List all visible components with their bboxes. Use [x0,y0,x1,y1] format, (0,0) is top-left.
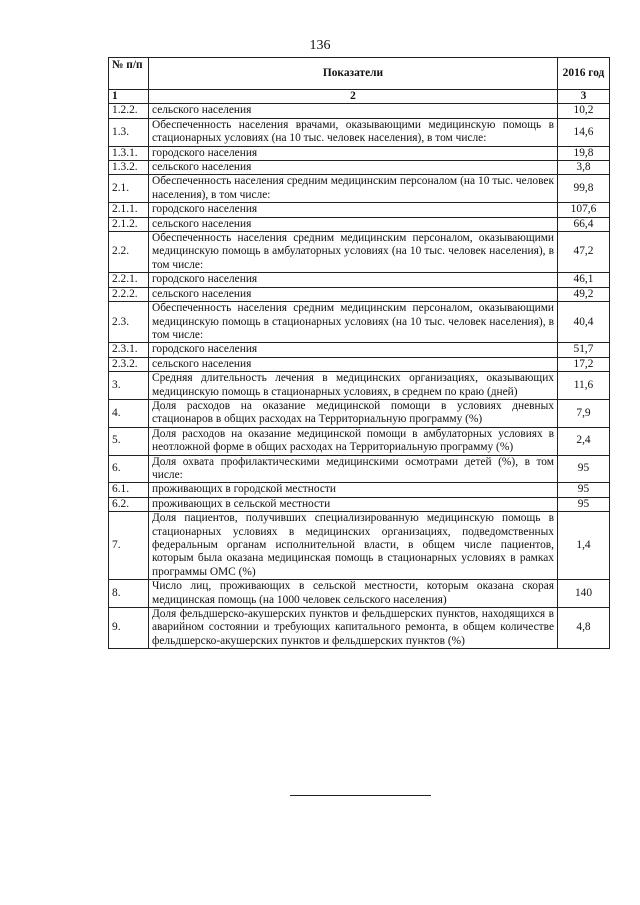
row-indicator: Доля расходов на оказание медицинской помощи в амбулаторных условиях в неотложной форме в общих расходах на Территориальную программу (%) [149,427,558,455]
table-row [109,146,610,160]
row-value: 17,2 [558,357,610,371]
row-indicator: городского населения [149,146,558,160]
row-indicator: Обеспеченность населения средним медицинским персоналом (на 10 тыс. человек населения), в том числе: [149,175,558,203]
table-row [109,580,610,608]
row-indicator: сельского населения [149,217,558,231]
row-number: 1.3.2. [109,161,149,175]
row-number: 6. [109,455,149,483]
table-row [109,455,610,483]
row-number: 2.3.1. [109,343,149,357]
table-row [109,399,610,427]
row-indicator: проживающих в сельской местности [149,497,558,511]
table-header-row [109,58,610,90]
row-indicator: городского населения [149,343,558,357]
row-value: 19,8 [558,146,610,160]
row-indicator: сельского населения [149,104,558,118]
table-row [109,232,610,273]
row-number: 2.1. [109,175,149,203]
column-index-1: 1 [109,90,149,104]
row-number: 2.2.1. [109,273,149,287]
row-indicator: Доля расходов на оказание медицинской помощи в условиях дневных стационаров в общих расходах на Территориальную программу (%) [149,399,558,427]
table-row [109,175,610,203]
page-number: 136 [309,38,331,53]
header-indicators: Показатели [149,58,558,90]
table-row [109,512,610,580]
table-row [109,217,610,231]
table-row [109,203,610,217]
table-row [109,497,610,511]
row-value: 3,8 [558,161,610,175]
row-indicator: Обеспеченность населения средним медицинским персоналом, оказывающими медицинскую помощь в амбулаторных условиях (на 10 тыс. человек населения), в том числе: [149,232,558,273]
row-value: 14,6 [558,118,610,146]
row-indicator: сельского населения [149,357,558,371]
header-number: № п/п [109,58,149,90]
table-row [109,287,610,301]
row-value: 10,2 [558,104,610,118]
row-number: 6.1. [109,483,149,497]
row-indicator: проживающих в городской местности [149,483,558,497]
row-indicator: городского населения [149,203,558,217]
row-number: 2.2. [109,232,149,273]
row-value: 1,4 [558,512,610,580]
table-row [109,357,610,371]
row-indicator: Доля охвата профилактическими медицинскими осмотрами детей (%), в том числе: [149,455,558,483]
row-number: 1.2.2. [109,104,149,118]
column-index-3: 3 [558,90,610,104]
row-value: 66,4 [558,217,610,231]
row-number: 5. [109,427,149,455]
table-row [109,273,610,287]
row-indicator: сельского населения [149,287,558,301]
row-value: 95 [558,483,610,497]
row-indicator: Обеспеченность населения врачами, оказывающими медицинскую помощь в стационарных условиях (на 10 тыс. человек населения), в том числе: [149,118,558,146]
row-value: 47,2 [558,232,610,273]
row-value: 2,4 [558,427,610,455]
table-row [109,427,610,455]
row-number: 2.3. [109,302,149,343]
column-index-2: 2 [149,90,558,104]
row-number: 2.3.2. [109,357,149,371]
row-value: 7,9 [558,399,610,427]
row-indicator: городского населения [149,273,558,287]
footer-divider [290,795,431,796]
row-value: 11,6 [558,372,610,400]
row-number: 1.3. [109,118,149,146]
row-indicator: Обеспеченность населения средним медицинским персоналом, оказывающими медицинскую помощь в стационарных условиях (на 10 тыс. человек населения), в том числе: [149,302,558,343]
row-value: 140 [558,580,610,608]
row-number: 7. [109,512,149,580]
row-number: 6.2. [109,497,149,511]
table-body [109,104,610,649]
row-value: 4,8 [558,608,610,649]
table-row [109,372,610,400]
row-number: 2.2.2. [109,287,149,301]
row-indicator: Доля фельдшерско-акушерских пунктов и фельдшерских пунктов, находящихся в аварийном состоянии и требующих капитального ремонта, в общем количестве фельдшерско-акушерских пунктов и фельдшерских пунктов (%) [149,608,558,649]
row-value: 95 [558,455,610,483]
row-number: 8. [109,580,149,608]
row-indicator: Средняя длительность лечения в медицинских организациях, оказывающих медицинскую помощь в стационарных условиях, в среднем по краю (дней) [149,372,558,400]
column-index-row [109,90,610,104]
row-number: 4. [109,399,149,427]
row-value: 49,2 [558,287,610,301]
table-row [109,161,610,175]
row-number: 2.1.2. [109,217,149,231]
row-number: 2.1.1. [109,203,149,217]
row-value: 99,8 [558,175,610,203]
table-row [109,118,610,146]
table-row [109,608,610,649]
table-row [109,343,610,357]
row-value: 95 [558,497,610,511]
row-indicator: Доля пациентов, получивших специализированную медицинскую помощь в стационарных условиях в медицинских организациях, подведомственных федеральным органам исполнительной власти, в общем числе пациентов, которым была оказана медицинская помощь в стационарных условиях в рамках программы ОМС (%) [149,512,558,580]
row-number: 3. [109,372,149,400]
row-value: 107,6 [558,203,610,217]
row-indicator: сельского населения [149,161,558,175]
table-row [109,302,610,343]
row-number: 1.3.1. [109,146,149,160]
indicators-table [108,57,610,649]
row-value: 46,1 [558,273,610,287]
row-value: 51,7 [558,343,610,357]
table-row [109,104,610,118]
table-row [109,483,610,497]
header-year: 2016 год [558,58,610,90]
row-indicator: Число лиц, проживающих в сельской местности, которым оказана скорая медицинская помощь (на 1000 человек сельского населения) [149,580,558,608]
row-value: 40,4 [558,302,610,343]
row-number: 9. [109,608,149,649]
